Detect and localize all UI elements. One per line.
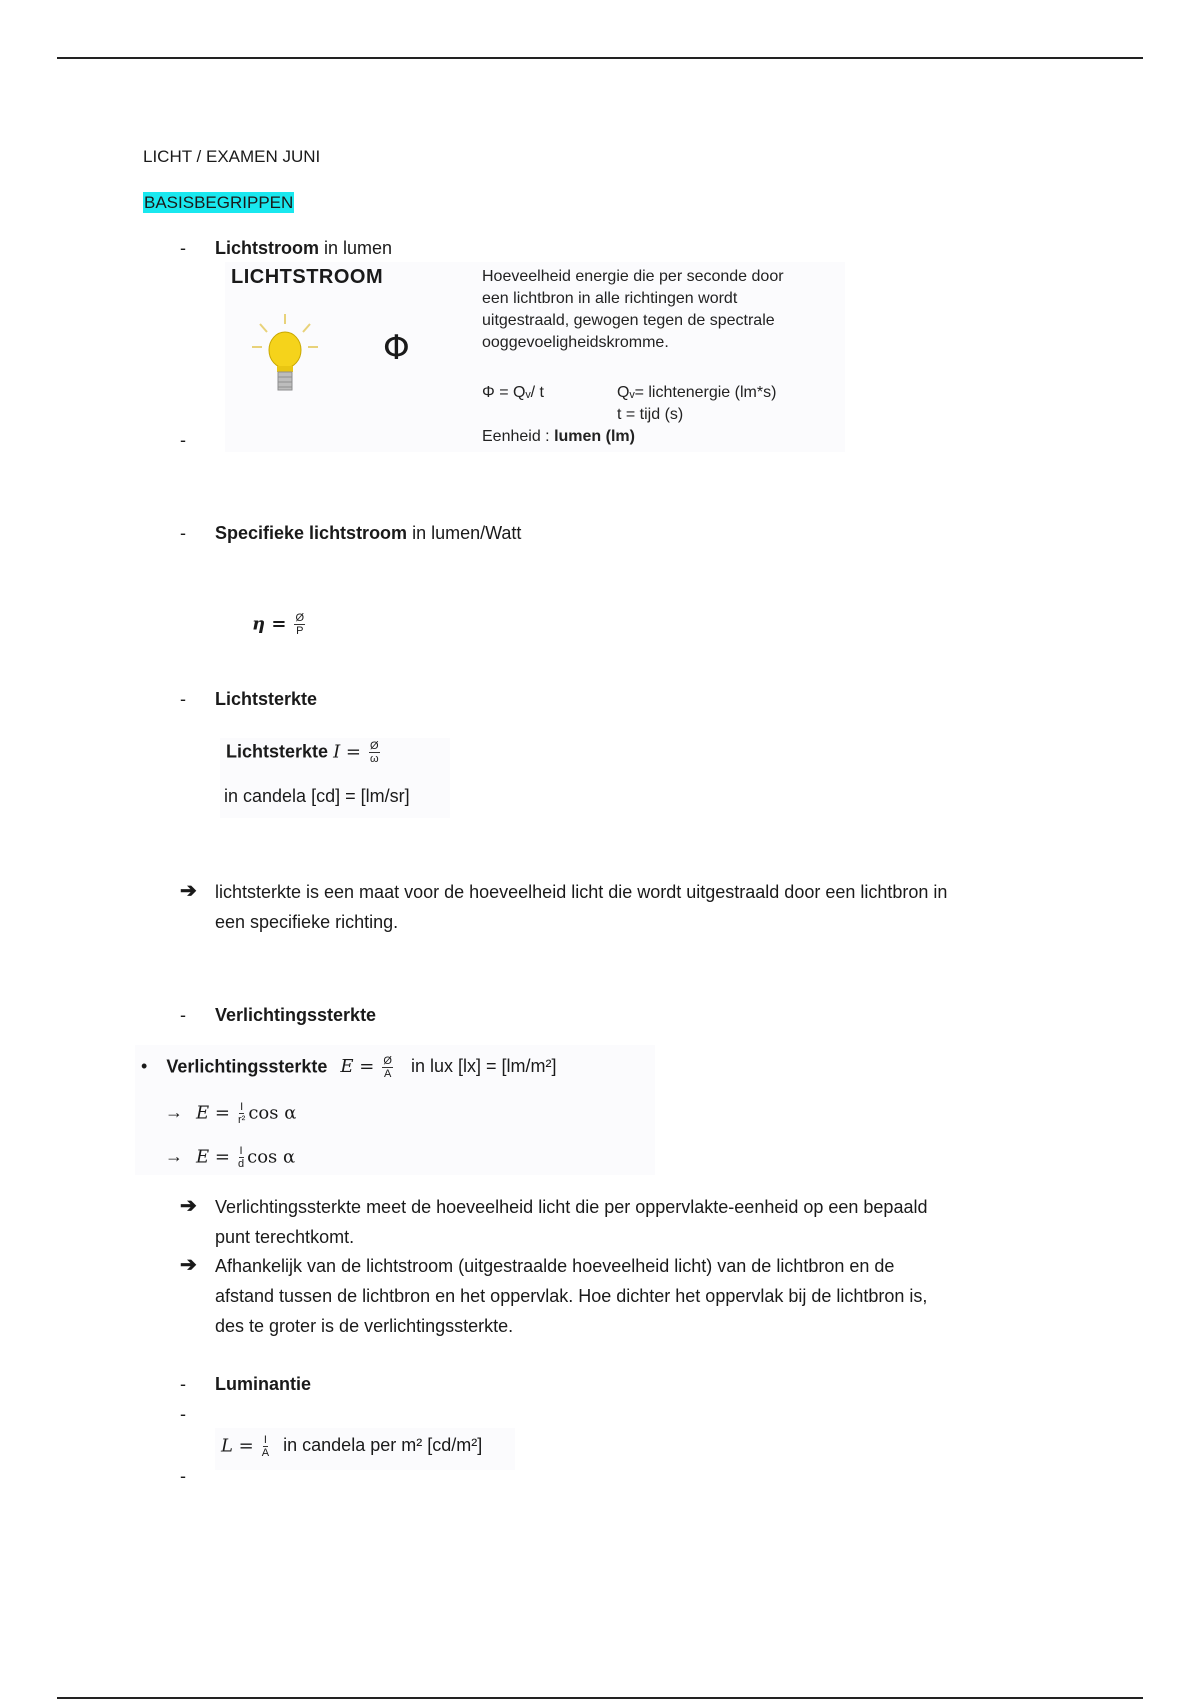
specifieke-lichtstroom-label	[215, 518, 521, 548]
denominator: P	[296, 625, 304, 637]
fraction	[238, 1145, 244, 1170]
text-line: lichtsterkte is een maat voor de hoeveelheid licht die wordt uitgestraald door een lichtbron in	[215, 882, 948, 902]
document-title: LICHT / EXAMEN JUNI	[143, 147, 321, 166]
verlichting-explanation-2	[215, 1251, 927, 1341]
lichtsterkte-label	[215, 684, 317, 714]
numerator: I	[263, 1434, 267, 1446]
section-heading	[143, 188, 294, 218]
text-line: een specifieke richting.	[215, 912, 399, 932]
desc-line: ooggevoeligheidskromme.	[482, 334, 669, 351]
verlichting-img-label: Verlichtingssterkte	[166, 1056, 328, 1077]
text-line: des te groter is de verlichtingssterkte.	[215, 1316, 514, 1336]
numerator: Ø	[383, 1055, 392, 1067]
desc-line: uitgestraald, gewogen tegen de spectrale	[482, 312, 775, 329]
luminantie-label-bold: Luminantie	[215, 1374, 312, 1394]
verlichting-formula-main	[141, 1055, 557, 1080]
numerator: Ø	[370, 740, 379, 752]
text-line: afstand tussen de lichtbron en het oppervlak. Hoe dichter het oppervlak bij de lichtbron is,	[215, 1286, 928, 1306]
list-dash: -	[180, 430, 186, 450]
small-arrow-icon: →	[165, 1102, 183, 1123]
text-line: Afhankelijk van de lichtstroom (uitgestraalde hoeveelheid licht) van de lichtbron en de	[215, 1256, 895, 1276]
lichtsterkte-unit: in candela [cd] = [lm/sr]	[224, 786, 410, 806]
lichtsterkte-img-label: Lichtsterkte	[226, 741, 329, 762]
lichtstroom-description	[482, 266, 784, 354]
top-rule	[57, 57, 1143, 59]
numerator: I	[239, 1145, 243, 1157]
list-dash: -	[180, 689, 186, 709]
specifieke-label-bold: Specifieke lichtstroom	[215, 523, 408, 543]
f3-lhs: E =	[196, 1146, 230, 1168]
luminantie-unit: in candela per m² [cd/m²]	[283, 1435, 483, 1456]
desc-line: Hoeveelheid energie die per seconde door	[482, 268, 784, 285]
specifieke-label-rest: in lumen/Watt	[407, 523, 522, 543]
list-dash: -	[180, 1404, 186, 1424]
phi-symbol: Φ	[383, 328, 410, 368]
lichtsterkte-explanation	[215, 877, 947, 937]
verlichting-lhs: E =	[340, 1056, 375, 1078]
denominator: A	[261, 1447, 270, 1459]
list-dash: -	[180, 238, 186, 258]
arrow-icon: ➔	[180, 1254, 197, 1276]
luminantie-figure	[215, 1428, 515, 1470]
verlichting-explanation-1	[215, 1192, 927, 1252]
f3-rest: cos α	[247, 1146, 296, 1168]
specifieke-formula	[252, 612, 308, 637]
list-dash: -	[180, 1374, 186, 1394]
lichtstroom-label	[215, 233, 392, 263]
lichtsterkte-label-bold: Lichtsterkte	[215, 689, 318, 709]
bottom-rule	[57, 1697, 1143, 1699]
denominator: ω	[369, 753, 379, 765]
lichtstroom-unit	[482, 426, 635, 448]
verlichting-formula-2	[165, 1101, 296, 1126]
verlichting-unit: in lux [lx] = [lm/m²]	[410, 1056, 557, 1077]
verlichting-formula-3	[165, 1145, 295, 1170]
lichtstroom-var-t: t = tijd (s)	[617, 406, 684, 423]
unit-prefix: Eenheid :	[482, 428, 555, 445]
luminantie-formula	[221, 1434, 482, 1459]
fraction	[294, 612, 305, 637]
denominator: d	[237, 1158, 245, 1170]
arrow-icon: ➔	[180, 880, 197, 902]
lichtstroom-label-rest: in lumen	[319, 238, 393, 258]
text-line: Verlichtingssterkte meet de hoeveelheid licht die per oppervlakte-eenheid op een bepaald	[215, 1197, 928, 1217]
fraction	[238, 1101, 245, 1126]
lichtstroom-formula: Φ = Qᵥ/ t	[482, 384, 544, 401]
verlichting-label-bold: Verlichtingssterkte	[215, 1005, 377, 1025]
lichtsterkte-lhs: I =	[333, 741, 361, 763]
denominator: A	[384, 1068, 392, 1080]
section-heading-highlight: BASISBEGRIPPEN	[144, 193, 294, 212]
list-dash: -	[180, 523, 186, 543]
lichtsterkte-figure	[220, 738, 450, 818]
text-line: punt terechtkomt.	[215, 1227, 355, 1247]
luminantie-lhs: L =	[221, 1435, 254, 1457]
lichtstroom-figure	[225, 262, 845, 452]
numerator: Ø	[295, 612, 305, 624]
unit-value: lumen (lm)	[554, 428, 635, 445]
f2-lhs: E =	[196, 1102, 230, 1124]
verlichtingssterkte-label	[215, 1000, 376, 1030]
figure-title: LICHTSTROOM	[231, 266, 384, 288]
fraction	[369, 740, 380, 765]
bullet: •	[141, 1056, 148, 1077]
light-bulb-icon	[250, 312, 320, 407]
lichtstroom-label-bold: Lichtstroom	[215, 238, 320, 258]
lichtsterkte-formula	[226, 740, 383, 765]
denominator: r²	[237, 1114, 246, 1126]
f2-rest: cos α	[248, 1102, 297, 1124]
list-dash: -	[180, 1005, 186, 1025]
verlichtingssterkte-figure	[135, 1045, 655, 1175]
desc-line: een lichtbron in alle richtingen wordt	[482, 290, 738, 307]
eta-lhs: η =	[252, 613, 287, 635]
arrow-icon: ➔	[180, 1195, 197, 1217]
numerator: I	[240, 1101, 244, 1113]
small-arrow-icon: →	[165, 1146, 183, 1167]
list-dash: -	[180, 1466, 186, 1486]
fraction	[382, 1055, 393, 1080]
fraction	[262, 1434, 269, 1459]
lichtstroom-var-q: Qᵥ= lichtenergie (lm*s)	[617, 384, 777, 401]
luminantie-label	[215, 1369, 311, 1399]
